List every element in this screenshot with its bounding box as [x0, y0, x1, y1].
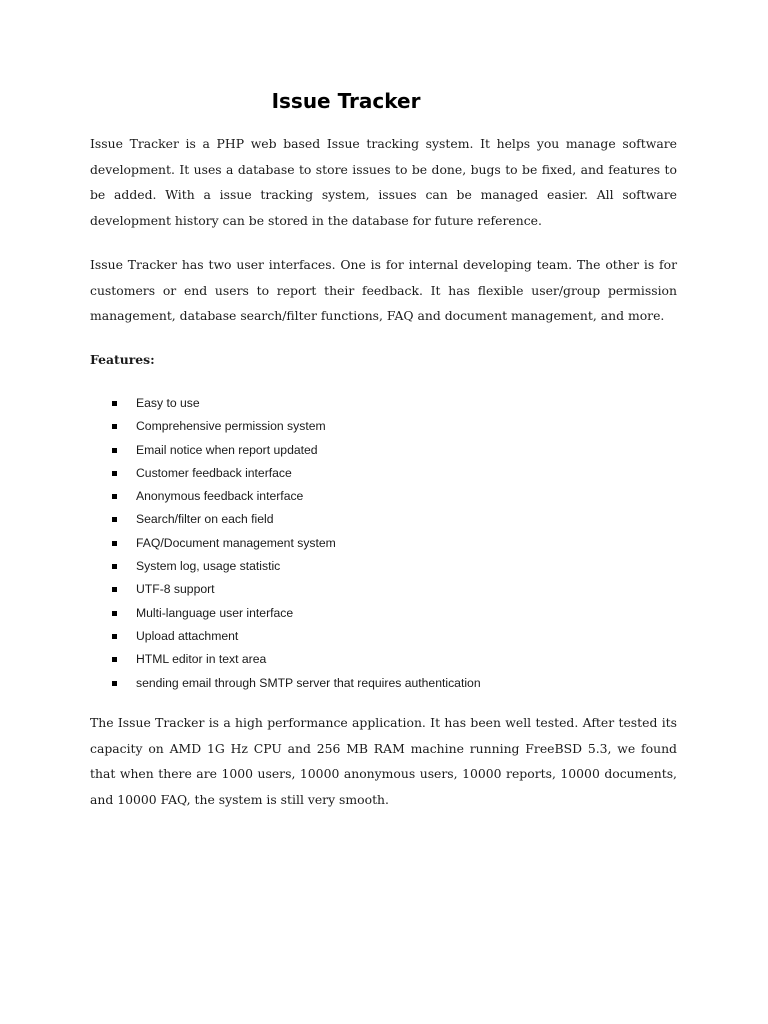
feature-item-text: Email notice when report updated — [136, 442, 318, 457]
feature-item — [112, 532, 672, 555]
bullet-icon — [112, 517, 117, 522]
bullet-icon — [112, 494, 117, 499]
bullet-icon — [112, 587, 117, 592]
feature-item-text: Comprehensive permission system — [136, 419, 326, 434]
performance-paragraph: The Issue Tracker is a high performance application. It has been well tested. After tested its capacity on AMD 1G Hz CPU and 256 MB RAM machine running FreeBSD 5.3, we found that when there are 1000 users, 10000 anonymous users, 10000 reports, 10000 documents, and 10000 FAQ, the system is still very smooth. — [90, 715, 677, 807]
feature-item-text: System log, usage statistic — [136, 559, 281, 574]
feature-item-text: Search/filter on each field — [136, 512, 274, 527]
feature-item-text: HTML editor in text area — [136, 652, 267, 667]
bullet-icon — [112, 681, 117, 686]
feature-item — [112, 555, 672, 578]
feature-item-text: Easy to use — [136, 396, 200, 410]
feature-item — [112, 439, 672, 462]
feature-item-text: Upload attachment — [136, 628, 239, 643]
features-list — [112, 392, 672, 695]
bullet-icon — [112, 471, 117, 476]
feature-item — [112, 602, 672, 625]
feature-item — [112, 392, 672, 415]
bullet-icon — [112, 401, 117, 406]
interfaces-paragraph: Issue Tracker has two user interfaces. One is for internal developing team. The other is for customers or end users to report their feedback. It has flexible user/group permission management, database search/filter functions, FAQ and document management, and more. — [90, 257, 677, 323]
bullet-icon — [112, 541, 117, 546]
document-title: Issue Tracker — [271, 89, 421, 113]
feature-item-text: Multi-language user interface — [136, 605, 294, 620]
feature-item-text: sending email through SMTP server that requires authentication — [136, 675, 481, 690]
features-heading: Features: — [90, 352, 155, 367]
feature-item-text: FAQ/Document management system — [136, 535, 336, 550]
feature-item — [112, 462, 672, 485]
bullet-icon — [112, 448, 117, 453]
feature-item — [112, 648, 672, 671]
feature-item — [112, 415, 672, 438]
feature-item — [112, 508, 672, 531]
bullet-icon — [112, 657, 117, 662]
intro-paragraph: Issue Tracker is a PHP web based Issue tracking system. It helps you manage software development. It uses a database to store issues to be done, bugs to be fixed, and features to be added. With a issue tracking system, issues can be managed easier. All software development history can be stored in the database for future reference. — [90, 136, 677, 228]
bullet-icon — [112, 424, 117, 429]
feature-item-text: UTF-8 support — [136, 582, 215, 597]
feature-item — [112, 485, 672, 508]
feature-item-text: Customer feedback interface — [136, 465, 292, 480]
bullet-icon — [112, 634, 117, 639]
feature-item — [112, 578, 672, 601]
bullet-icon — [112, 611, 117, 616]
bullet-icon — [112, 564, 117, 569]
feature-item — [112, 672, 672, 695]
feature-item-text: Anonymous feedback interface — [136, 489, 304, 504]
feature-item — [112, 625, 672, 648]
